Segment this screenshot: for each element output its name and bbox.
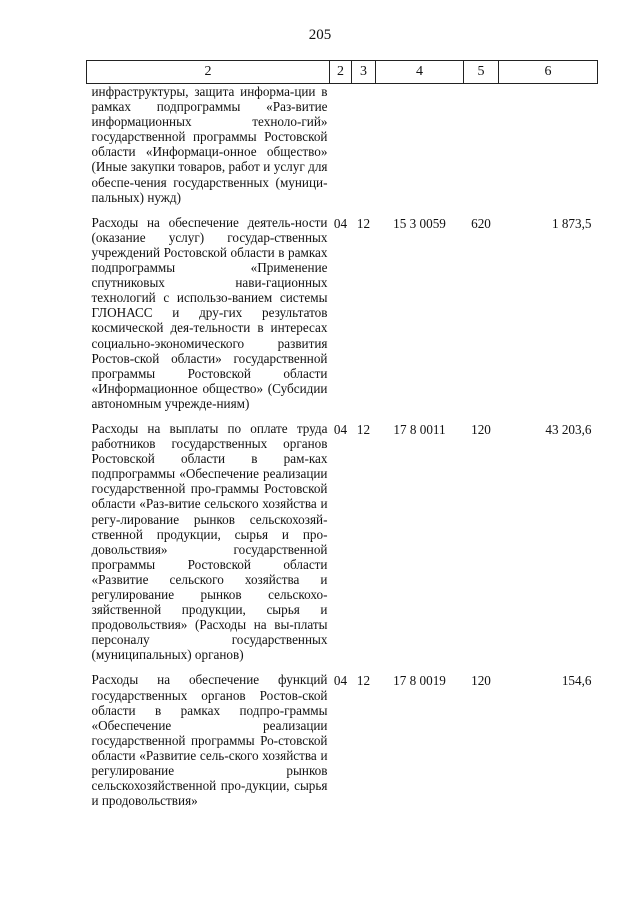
row-amount: 154,6: [561, 673, 592, 689]
row-amount: 43 203,6: [545, 421, 592, 437]
page-number: 205: [308, 27, 332, 43]
row-target-article: 15 3 0059: [393, 215, 446, 231]
header-col-name: 2: [87, 61, 330, 84]
row-description: Расходы на обеспечение функций государственных органов Ростов-ской области в рамках подпро-граммы «Обеспечение реализации государственной программы Ро-стовской области «Развитие сель-ского хозяйства и регулирование рынков сельскохозяйственной про-дукции, сырья и продовольствия»: [91, 672, 328, 809]
row-description: Расходы на обеспечение деятель-ности (оказание услуг) государ-ственных учреждений Ростовской области в рамках подпрограммы «Применение спутниковых нави-гационных технологий с использо-ванием системы ГЛОНАСС и дру-гих результатов космической дея-тельности в интересах социально-экономического развития Ростов-ской области» государственной программы Ростовской области «Информационное общество» (Субсидии автономным учрежде-ниям): [91, 214, 328, 411]
row-section: 04: [333, 215, 348, 231]
row-expense-type: 120: [471, 421, 491, 437]
header-col-subsection: 3: [352, 61, 376, 84]
header-col-target-article: 4: [376, 61, 464, 84]
row-section: [330, 84, 352, 215]
row-expense-type: 120: [471, 673, 491, 689]
row-section: 04: [333, 673, 348, 689]
row-description: Расходы на выплаты по оплате труда работников государственных органов Ростовской области в рам-ках подпрограммы «Обеспечение реализации государственной про-граммы Ростовской области «Раз-витие сельского хозяйства и регу-лирование рынков сельскохозяй-ственной продукции, сырья и про-довольствия» государственной программы Ростовской области «Развитие сельского хозяйства и регулирование рынков сельскохо-зяйственной продукции, сырья и продовольствия» (Расходы на вы-платы персоналу государственных (муниципальных) органов): [91, 420, 328, 663]
row-description: инфраструктуры, защита информа-ции в рамках подпрограммы «Раз-витие информационных техноло-гий» государственной программы Ростовской области «Информаци-онное общество» (Иные закупки товаров, работ и услуг для обеспе-чения государственных (муници-пальных) нужд): [91, 84, 328, 205]
row-expense-type: 620: [471, 215, 491, 231]
header-col-expense-type: 5: [464, 61, 499, 84]
header-col-amount: 6: [499, 61, 598, 84]
row-target-article: 17 8 0011: [393, 421, 446, 437]
row-section: 04: [333, 421, 348, 437]
row-amount: 1 873,5: [551, 215, 592, 231]
row-amount: [499, 84, 598, 215]
table-row: [87, 84, 598, 215]
table-row: [87, 215, 598, 421]
budget-table: [86, 60, 598, 808]
table-row: [87, 421, 598, 673]
row-subsection: 12: [356, 421, 371, 437]
table-header: [87, 61, 598, 84]
row-subsection: 12: [356, 673, 371, 689]
row-target-article: [376, 84, 464, 215]
row-subsection: [352, 84, 376, 215]
table-row: [87, 672, 598, 808]
row-target-article: 17 8 0019: [393, 673, 446, 689]
header-col-section: 2: [330, 61, 352, 84]
row-subsection: 12: [356, 215, 371, 231]
row-expense-type: [464, 84, 499, 215]
